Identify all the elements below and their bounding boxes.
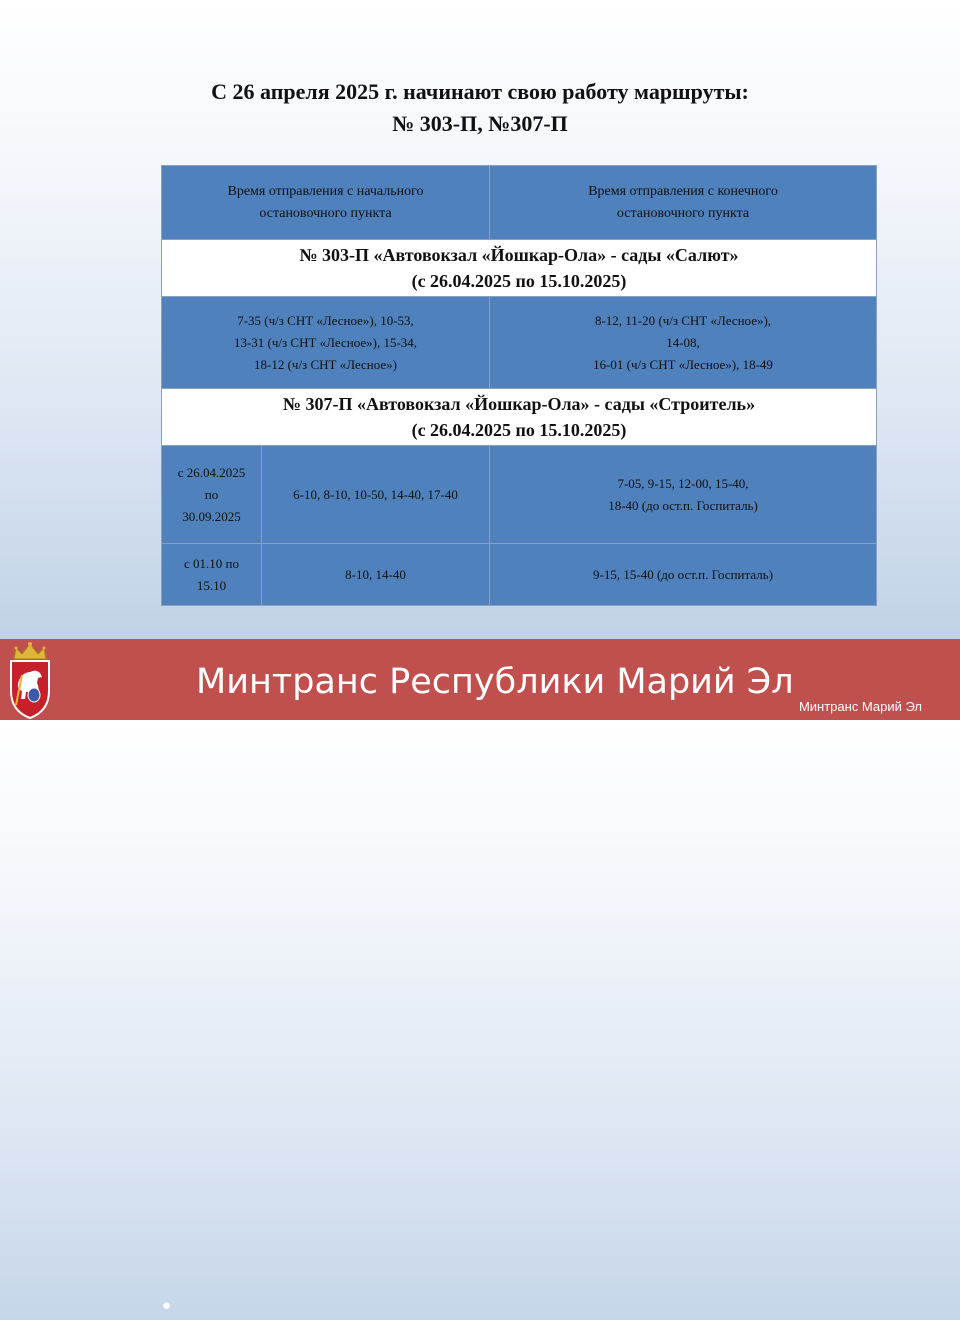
header-end-cell [490, 166, 877, 240]
period-1-date-line-3: 30.09.2025 [182, 508, 241, 524]
header-end-line-1: Время отправления с конечного [588, 183, 778, 199]
route-307-title-row [162, 389, 877, 446]
route-303-period: (с 26.04.2025 по 15.10.2025) [411, 271, 627, 291]
schedule-table [161, 165, 877, 606]
route-303-end-line-2: 14-08, [666, 334, 700, 350]
header-start-line-1: Время отправления с начального [227, 183, 424, 199]
page-title [130, 76, 830, 140]
route-307-period-1-start-times: 6-10, 8-10, 10-50, 14-40, 17-40 [262, 446, 490, 544]
route-303-start-line-1: 7-35 (ч/з СНТ «Лесное»), 10-53, [237, 312, 414, 328]
footer-bullet: • [160, 1295, 173, 1320]
route-307-period-1-dates [162, 446, 262, 544]
header-start-cell [162, 166, 490, 240]
period-1-date-line-2: по [204, 486, 219, 502]
footer-title: Минтранс Республики Марий Эл [196, 662, 794, 702]
table-header-row [162, 166, 877, 240]
coat-of-arms-icon [4, 639, 56, 720]
route-307-period-2-dates [162, 544, 262, 606]
route-307-title-line-1: № 307-П «Автовокзал «Йошкар-Ола» - сады «Строитель» [282, 394, 756, 414]
route-307-period-2-start-times: 8-10, 14-40 [262, 544, 490, 606]
route-303-start-line-3: 18-12 (ч/з СНТ «Лесное») [254, 356, 397, 372]
route-303-title [162, 240, 877, 297]
route-303-title-row [162, 240, 877, 297]
route-303-end-times [490, 297, 877, 389]
header-end-line-2: остановочного пункта [616, 205, 750, 221]
route-307-period-1-end-times [490, 446, 877, 544]
route-303-end-line-3: 16-01 (ч/з СНТ «Лесное»), 18-49 [593, 356, 773, 372]
route-307-period-1-row [162, 446, 877, 544]
route-303-end-line-1: 8-12, 11-20 (ч/з СНТ «Лесное»), [594, 312, 772, 328]
route-307-period-2-row [162, 544, 877, 606]
route-307-title [162, 389, 877, 446]
route-307-period-2-end-times: 9-15, 15-40 (до ост.п. Госпиталь) [490, 544, 877, 606]
route-307-period: (с 26.04.2025 по 15.10.2025) [411, 420, 627, 440]
period-2-date-line-2: 15.10 [196, 577, 227, 593]
period-1-end-line-2: 18-40 (до ост.п. Госпиталь) [608, 497, 758, 513]
route-303-start-times [162, 297, 490, 389]
route-303-title-line-1: № 303-П «Автовокзал «Йошкар-Ола» - сады «Салют» [299, 245, 739, 265]
header-start-line-2: остановочного пункта [259, 205, 392, 221]
title-line-2: № 303-П, №307-П [392, 111, 568, 136]
period-2-date-line-1: с 01.10 по [184, 555, 239, 571]
route-303-times-row [162, 297, 877, 389]
footer-subtitle: Минтранс Марий Эл [798, 699, 922, 714]
title-line-1: С 26 апреля 2025 г. начинают свою работу маршруты: [211, 79, 749, 104]
route-303-start-line-2: 13-31 (ч/з СНТ «Лесное»), 15-34, [233, 334, 418, 350]
period-1-date-line-1: с 26.04.2025 [177, 464, 246, 480]
period-1-end-line-1: 7-05, 9-15, 12-00, 15-40, [617, 475, 749, 491]
